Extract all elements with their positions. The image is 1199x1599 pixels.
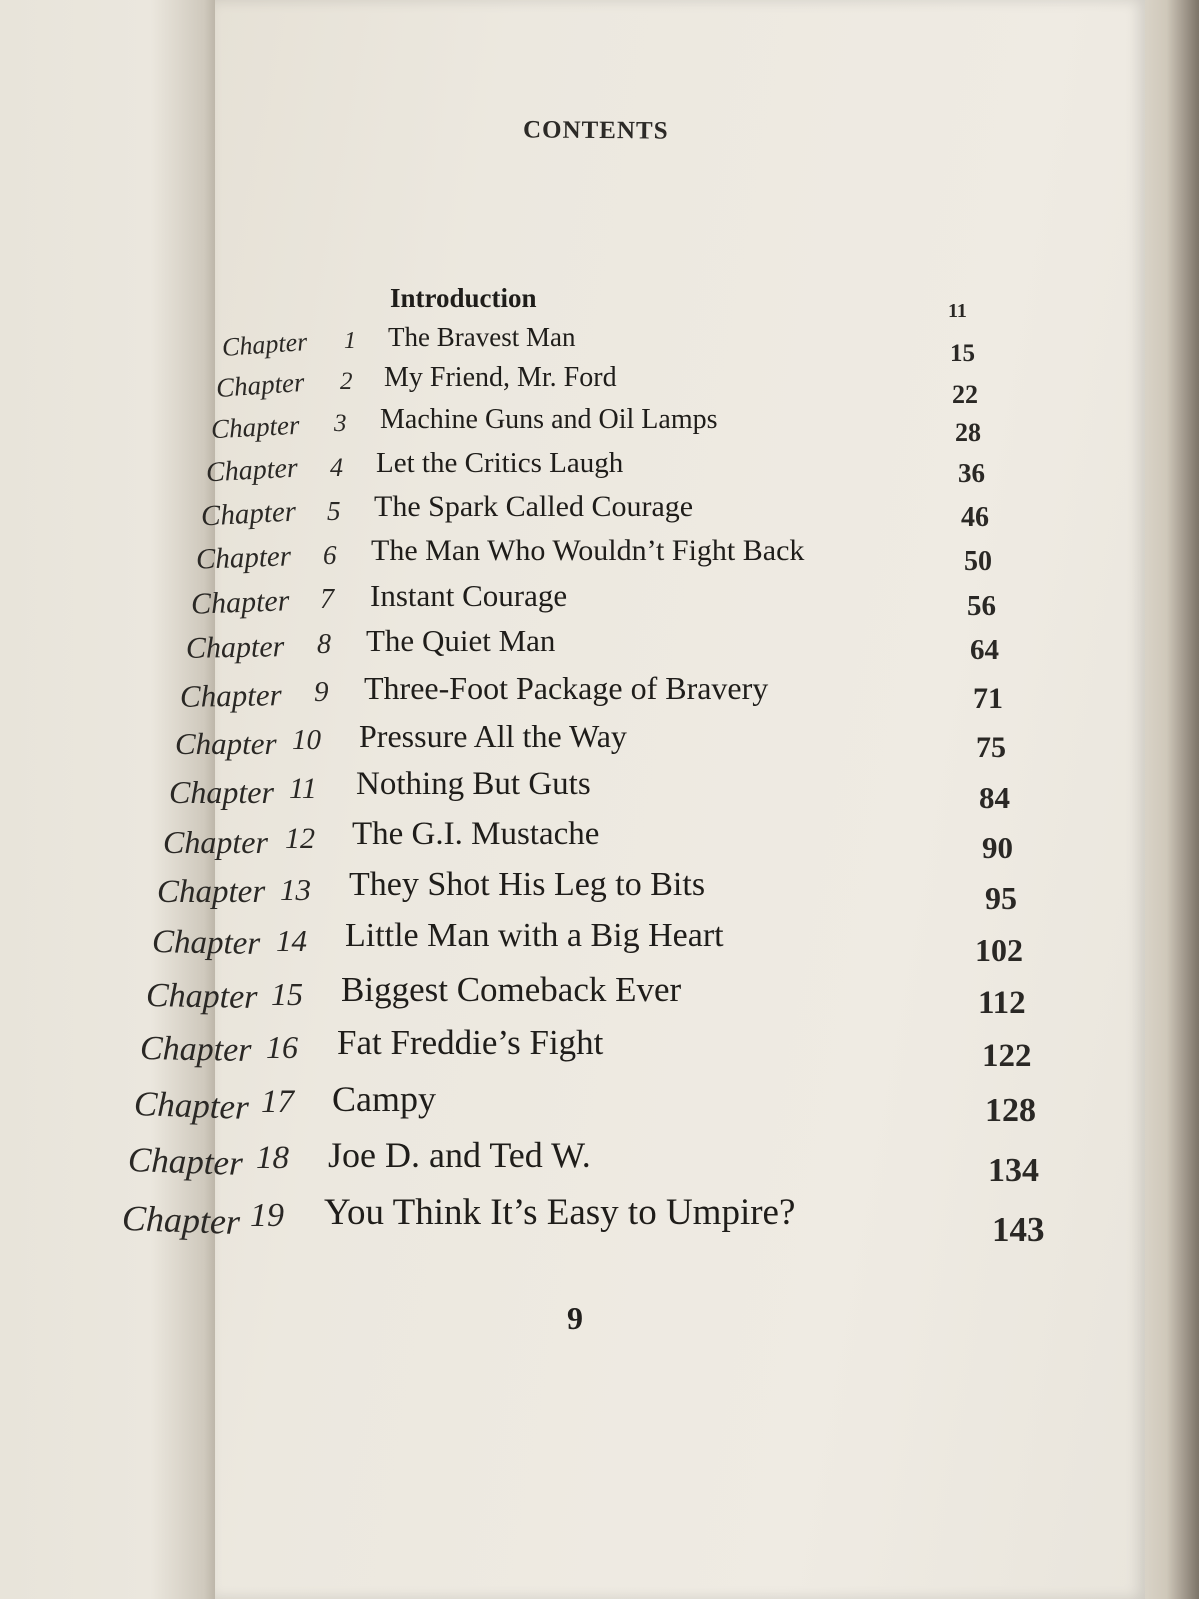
chapter-number: 7: [320, 584, 334, 615]
chapter-number: 15: [271, 976, 303, 1012]
chapter-label: Chapter: [157, 874, 266, 910]
chapter-title: Instant Courage: [370, 578, 568, 613]
chapter-page-number: 75: [976, 731, 1006, 764]
chapter-number: 5: [327, 496, 341, 526]
chapter-title: Pressure All the Way: [359, 718, 627, 754]
chapter-page-number: 102: [975, 932, 1023, 968]
chapter-title: Campy: [332, 1079, 436, 1119]
toc-title: Introduction: [390, 283, 537, 313]
chapter-page-number: 90: [982, 830, 1013, 865]
chapter-label: Chapter: [195, 540, 292, 576]
chapter-page-number: 112: [978, 985, 1026, 1021]
chapter-page-number: 28: [955, 418, 981, 447]
chapter-label: Chapter: [210, 409, 301, 445]
chapter-title: Nothing But Guts: [356, 766, 591, 802]
chapter-title: Fat Freddie’s Fight: [337, 1023, 604, 1062]
page-folio: 9: [567, 1300, 583, 1336]
chapter-page-number: 50: [964, 546, 992, 577]
chapter-label: Chapter: [127, 1140, 244, 1183]
chapter-title: Machine Guns and Oil Lamps: [380, 404, 718, 435]
chapter-page-number: 95: [985, 880, 1017, 916]
chapter-title: Three-Foot Package of Bravery: [364, 670, 769, 706]
chapter-label: Chapter: [179, 677, 282, 714]
chapter-number: 17: [261, 1084, 294, 1120]
chapter-title: You Think It’s Easy to Umpire?: [324, 1192, 796, 1233]
chapter-number: 3: [334, 410, 347, 437]
chapter-label: Chapter: [139, 1030, 252, 1069]
chapter-page-number: 56: [967, 590, 996, 622]
contents-heading: CONTENTS: [522, 116, 669, 145]
chapter-number: 4: [330, 453, 343, 482]
chapter-title: The Man Who Wouldn’t Fight Back: [371, 534, 805, 567]
chapter-page-number: 71: [973, 682, 1003, 715]
chapter-page-number: 36: [958, 458, 985, 488]
chapter-number: 13: [280, 872, 311, 907]
chapter-title: My Friend, Mr. Ford: [384, 362, 617, 393]
chapter-label: Chapter: [121, 1197, 241, 1243]
chapter-label: Chapter: [151, 924, 261, 962]
chapter-page-number: 128: [985, 1092, 1036, 1129]
chapter-title: Little Man with a Big Heart: [345, 917, 724, 954]
chapter-label: Chapter: [205, 452, 299, 489]
chapter-page-number: 122: [982, 1038, 1032, 1074]
chapter-label: Chapter: [185, 630, 285, 665]
chapter-title: The Quiet Man: [366, 623, 556, 658]
chapter-label: Chapter: [163, 824, 268, 860]
chapter-title: The Spark Called Courage: [374, 490, 694, 523]
toc-page-number: 11: [948, 300, 967, 322]
chapter-label: Chapter: [190, 584, 290, 621]
chapter-title: Joe D. and Ted W.: [328, 1135, 591, 1175]
chapter-label: Chapter: [200, 495, 297, 533]
chapter-label: Chapter: [169, 774, 274, 810]
chapter-number: 2: [340, 368, 353, 395]
chapter-number: 6: [323, 540, 337, 570]
chapter-number: 18: [256, 1140, 289, 1176]
chapter-label: Chapter: [215, 366, 306, 404]
chapter-label: Chapter: [221, 327, 309, 362]
chapter-number: 12: [285, 822, 315, 855]
chapter-number: 14: [276, 923, 307, 958]
chapter-number: 1: [344, 328, 356, 354]
chapter-page-number: 46: [961, 502, 989, 533]
chapter-title: They Shot His Leg to Bits: [349, 866, 706, 903]
chapter-title: The G.I. Mustache: [352, 816, 600, 852]
chapter-label: Chapter: [145, 977, 258, 1016]
chapter-label: Chapter: [133, 1084, 250, 1127]
chapter-title: The Bravest Man: [388, 322, 576, 352]
chapter-number: 10: [292, 724, 321, 756]
chapter-page-number: 22: [952, 380, 978, 409]
chapter-page-number: 64: [970, 634, 999, 666]
chapter-number: 9: [314, 676, 329, 708]
chapter-page-number: 84: [979, 780, 1010, 815]
chapter-title: Biggest Comeback Ever: [341, 970, 682, 1009]
chapter-title: Let the Critics Laugh: [376, 447, 624, 479]
chapter-number: 8: [317, 629, 331, 660]
chapter-page-number: 15: [950, 340, 975, 367]
chapter-number: 16: [266, 1029, 298, 1065]
chapter-number: 11: [289, 772, 317, 805]
chapter-label: Chapter: [175, 726, 277, 761]
chapter-page-number: 143: [992, 1210, 1045, 1249]
chapter-number: 19: [250, 1197, 284, 1234]
chapter-page-number: 134: [988, 1152, 1039, 1189]
